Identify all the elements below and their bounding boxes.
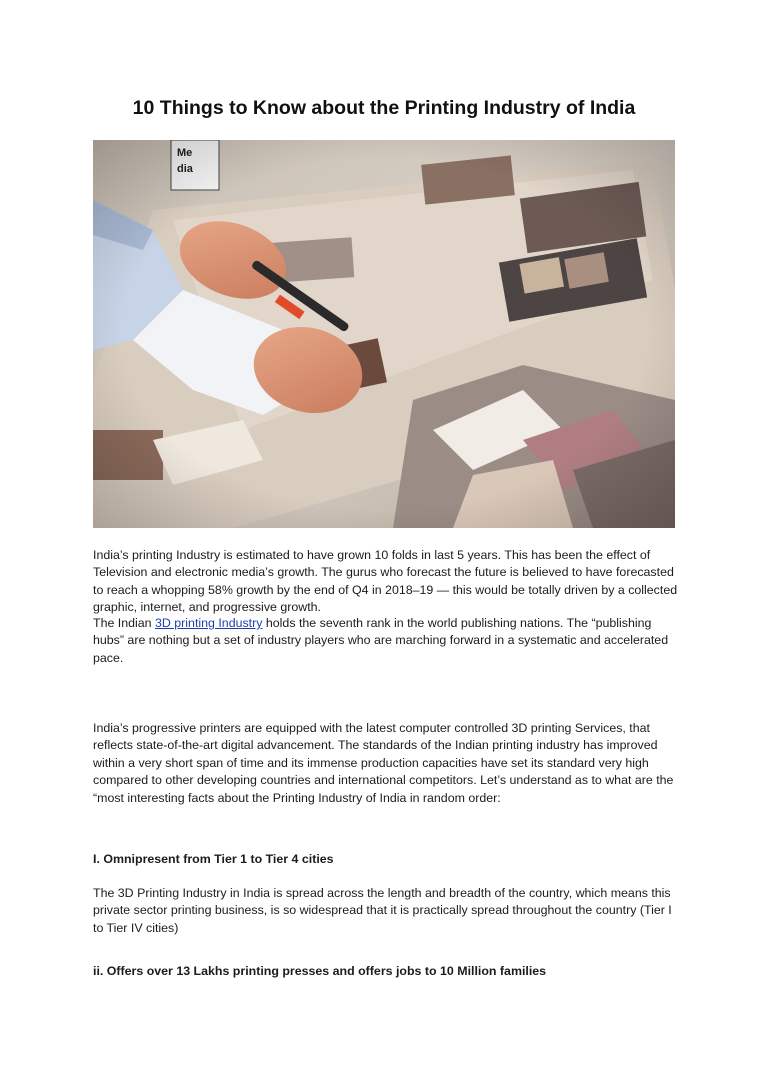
paragraph-text: The Indian: [93, 616, 155, 630]
3d-printing-industry-link[interactable]: 3D printing Industry: [155, 616, 263, 630]
paragraph-text: holds the seventh rank in the world publishing nations. The “publishing hubs” are nothing but a set of industry players who are marching forward in a systematic and accelerated pace.: [93, 616, 669, 665]
paragraph-intro: India’s printing Industry is estimated to have grown 10 folds in last 5 years. This has been the effect of Television and electronic media’s growth. The gurus who forecast the future is believed to have forecasted to reach a whopping 58% growth by the end of Q4 in 2018–19 — this would be totally driven by a collected graphic, internet, and progressive growth.: [93, 548, 678, 615]
paragraph-omnipresent: The 3D Printing Industry in India is spread across the length and breadth of the country, which means this private sector printing business, is so widespread that it is practically spread throughout the country (Tier I to Tier IV cities): [93, 886, 672, 935]
hero-image: [93, 140, 675, 528]
hero-photo: [93, 140, 675, 528]
document-title: 10 Things to Know about the Printing Industry of India: [132, 97, 636, 119]
paragraph-3d-printing: [93, 615, 679, 667]
paragraph-progressive-printers: India’s progressive printers are equipped with the latest computer controlled 3D printing Services, that reflects state-of-the-art digital advancement. The standards of the Indian printing industry has improved within a very short span of time and its immense production capacities have set its standard very high compared to other developing countries and international competitors. Let’s understand as to what are the “most interesting facts about the Printing Industry of India in random order:: [93, 721, 674, 805]
section-heading-2: ii. Offers over 13 Lakhs printing presses and offers jobs to 10 Million families: [93, 964, 547, 978]
section-heading-1: I. Omnipresent from Tier 1 to Tier 4 cities: [93, 852, 334, 866]
